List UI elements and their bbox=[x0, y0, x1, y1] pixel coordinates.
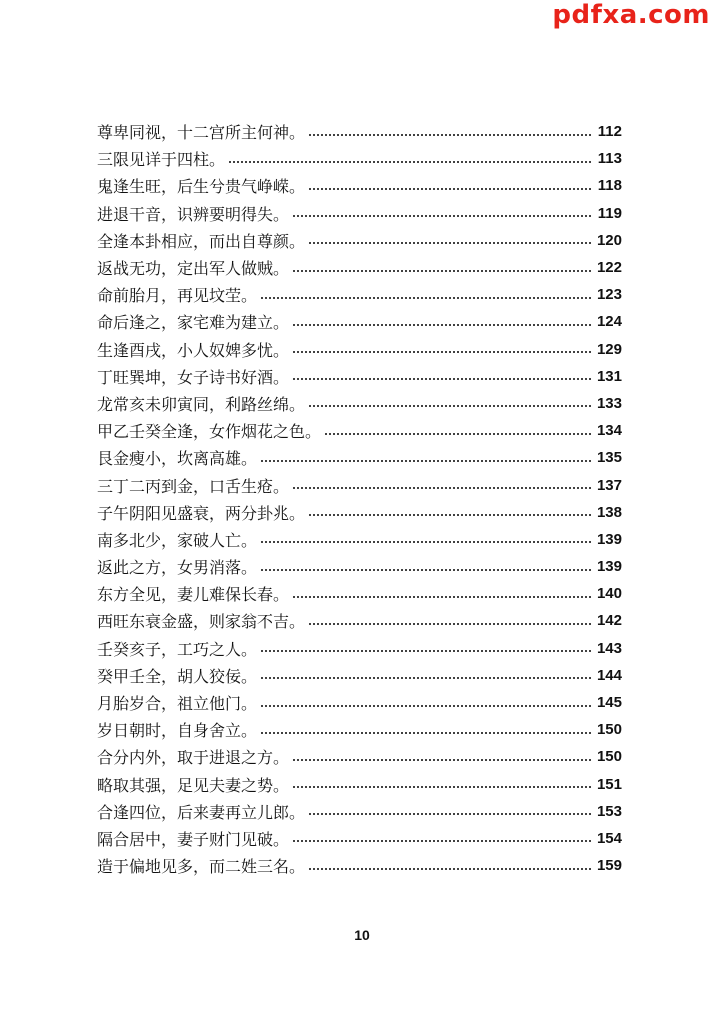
dot-leader bbox=[308, 134, 592, 136]
dot-leader bbox=[308, 623, 592, 625]
toc-entry bbox=[97, 308, 622, 335]
toc-entry-title: 月胎岁合，祖立他门。 bbox=[97, 694, 258, 714]
toc-entry-title: 返此之方，女男消落。 bbox=[97, 558, 258, 578]
toc-entry-title: 甲乙壬癸全逢，女作烟花之色。 bbox=[97, 422, 322, 442]
toc-entry bbox=[97, 635, 622, 662]
dot-leader bbox=[292, 270, 592, 272]
toc-entry-page-number: 131 bbox=[596, 367, 622, 385]
toc-entry-title: 生逢酉戌，小人奴婢多忧。 bbox=[97, 340, 290, 360]
toc-entry-title: 艮金瘦小，坎离高雄。 bbox=[97, 449, 258, 469]
table-of-contents bbox=[97, 118, 622, 879]
toc-entry-title: 略取其强，足见夫妻之势。 bbox=[97, 775, 290, 795]
toc-entry-page-number: 122 bbox=[596, 259, 622, 277]
dot-leader bbox=[308, 868, 592, 870]
toc-entry-title: 丁旺巽坤，女子诗书好酒。 bbox=[97, 367, 290, 387]
dot-leader bbox=[308, 242, 592, 244]
toc-entry-title: 命后逢之，家宅难为建立。 bbox=[97, 313, 290, 333]
toc-entry bbox=[97, 172, 622, 199]
toc-entry-page-number: 159 bbox=[596, 857, 622, 875]
toc-entry-page-number: 137 bbox=[596, 476, 622, 494]
dot-leader bbox=[324, 433, 592, 435]
toc-entry-title: 进退干音，识辨要明得失。 bbox=[97, 204, 290, 224]
dot-leader bbox=[260, 705, 592, 707]
toc-entry bbox=[97, 499, 622, 526]
toc-entry-title: 造于偏地见多，而二姓三名。 bbox=[97, 857, 306, 877]
toc-entry bbox=[97, 281, 622, 308]
toc-entry bbox=[97, 145, 622, 172]
dot-leader bbox=[260, 541, 592, 543]
toc-entry-title: 南多北少，家破人亡。 bbox=[97, 530, 258, 550]
toc-entry-page-number: 145 bbox=[596, 694, 622, 712]
dot-leader bbox=[292, 378, 592, 380]
toc-entry bbox=[97, 825, 622, 852]
toc-entry-title: 子午阴阳见盛衰，两分卦兆。 bbox=[97, 503, 306, 523]
toc-entry bbox=[97, 200, 622, 227]
toc-entry-page-number: 143 bbox=[596, 639, 622, 657]
toc-entry-title: 隔合居中，妻子财门见破。 bbox=[97, 829, 290, 849]
toc-entry-title: 尊卑同视，十二宫所主何神。 bbox=[97, 123, 306, 143]
toc-entry-page-number: 150 bbox=[596, 748, 622, 766]
toc-entry bbox=[97, 363, 622, 390]
dot-leader bbox=[228, 161, 592, 163]
watermark-logo: pdfxa.com bbox=[552, 0, 710, 30]
dot-leader bbox=[308, 813, 592, 815]
toc-entry-title: 三限见详于四柱。 bbox=[97, 150, 226, 170]
toc-entry-page-number: 140 bbox=[596, 585, 622, 603]
toc-entry-page-number: 113 bbox=[597, 150, 622, 168]
toc-entry-page-number: 138 bbox=[596, 503, 622, 521]
dot-leader bbox=[292, 487, 592, 489]
toc-entry-title: 癸甲壬全，胡人狡佞。 bbox=[97, 666, 258, 686]
page-number: 10 bbox=[354, 927, 370, 943]
toc-entry-title: 返战无功，定出军人做贼。 bbox=[97, 259, 290, 279]
toc-entry-page-number: 133 bbox=[596, 394, 622, 412]
toc-entry-title: 岁日朝时，自身舍立。 bbox=[97, 721, 258, 741]
toc-entry-page-number: 151 bbox=[596, 775, 622, 793]
toc-entry-page-number: 153 bbox=[596, 802, 622, 820]
toc-entry-page-number: 123 bbox=[596, 286, 622, 304]
toc-entry bbox=[97, 390, 622, 417]
dot-leader bbox=[260, 569, 592, 571]
dot-leader bbox=[292, 324, 592, 326]
toc-entry-page-number: 119 bbox=[597, 204, 622, 222]
toc-entry bbox=[97, 689, 622, 716]
dot-leader bbox=[260, 297, 592, 299]
dot-leader bbox=[292, 215, 592, 217]
toc-entry-title: 龙常亥未卯寅同，利路丝绵。 bbox=[97, 394, 306, 414]
dot-leader bbox=[260, 677, 592, 679]
dot-leader bbox=[260, 650, 592, 652]
toc-entry-page-number: 124 bbox=[596, 313, 622, 331]
toc-entry-page-number: 135 bbox=[596, 449, 622, 467]
toc-entry bbox=[97, 254, 622, 281]
toc-entry-page-number: 142 bbox=[596, 612, 622, 630]
toc-entry bbox=[97, 118, 622, 145]
toc-entry-title: 东方全见，妻儿难保长春。 bbox=[97, 585, 290, 605]
toc-entry bbox=[97, 444, 622, 471]
toc-entry-title: 合分内外，取于进退之方。 bbox=[97, 748, 290, 768]
toc-entry-title: 合逢四位，后来妻再立儿郎。 bbox=[97, 802, 306, 822]
dot-leader bbox=[308, 405, 592, 407]
toc-entry-page-number: 139 bbox=[596, 558, 622, 576]
toc-entry bbox=[97, 852, 622, 879]
toc-entry-page-number: 129 bbox=[596, 340, 622, 358]
toc-entry-page-number: 112 bbox=[597, 123, 622, 141]
toc-entry bbox=[97, 716, 622, 743]
toc-entry-page-number: 134 bbox=[596, 422, 622, 440]
toc-entry-page-number: 144 bbox=[596, 666, 622, 684]
dot-leader bbox=[308, 188, 592, 190]
dot-leader bbox=[260, 460, 592, 462]
toc-entry-page-number: 139 bbox=[596, 530, 622, 548]
toc-entry bbox=[97, 417, 622, 444]
dot-leader bbox=[260, 732, 592, 734]
toc-entry-title: 西旺东衰金盛，则家翁不吉。 bbox=[97, 612, 306, 632]
dot-leader bbox=[292, 351, 592, 353]
dot-leader bbox=[308, 514, 592, 516]
toc-entry-title: 鬼逢生旺，后生兮贵气峥嵘。 bbox=[97, 177, 306, 197]
toc-entry bbox=[97, 227, 622, 254]
toc-entry bbox=[97, 607, 622, 634]
toc-entry bbox=[97, 771, 622, 798]
toc-entry bbox=[97, 580, 622, 607]
toc-entry bbox=[97, 336, 622, 363]
toc-entry-title: 壬癸亥子，工巧之人。 bbox=[97, 639, 258, 659]
toc-entry bbox=[97, 662, 622, 689]
toc-entry-title: 全逢本卦相应，而出自尊颜。 bbox=[97, 231, 306, 251]
dot-leader bbox=[292, 786, 592, 788]
toc-entry bbox=[97, 526, 622, 553]
dot-leader bbox=[292, 840, 592, 842]
toc-entry-page-number: 154 bbox=[596, 829, 622, 847]
toc-entry bbox=[97, 553, 622, 580]
toc-entry bbox=[97, 798, 622, 825]
toc-entry bbox=[97, 471, 622, 498]
toc-entry-title: 命前胎月，再见坟茔。 bbox=[97, 286, 258, 306]
toc-entry-page-number: 118 bbox=[597, 177, 622, 195]
dot-leader bbox=[292, 759, 592, 761]
toc-entry-page-number: 120 bbox=[596, 231, 622, 249]
toc-entry-page-number: 150 bbox=[596, 721, 622, 739]
toc-entry bbox=[97, 743, 622, 770]
dot-leader bbox=[292, 596, 592, 598]
toc-entry-title: 三丁二丙到金，口舌生疮。 bbox=[97, 476, 290, 496]
